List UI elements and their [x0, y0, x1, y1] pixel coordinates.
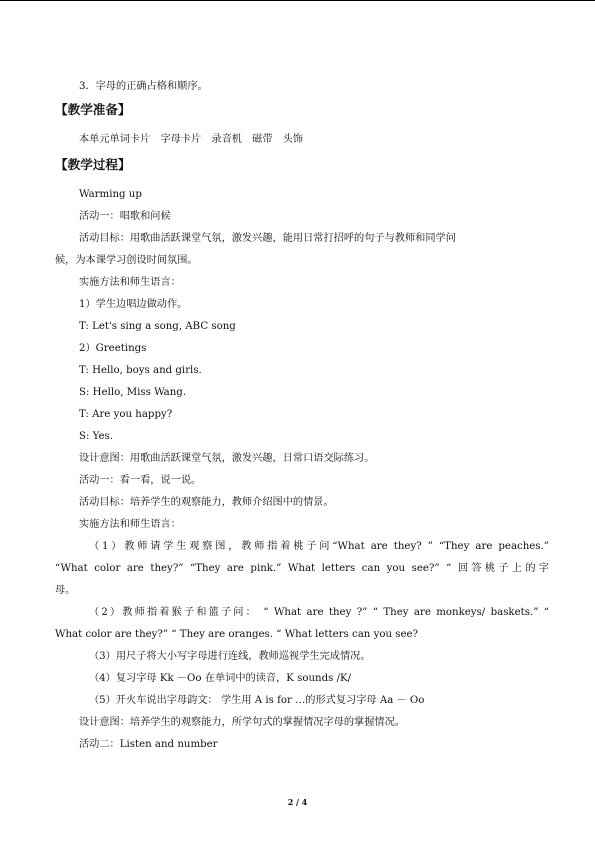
section-heading-process: 【教学过程】: [55, 157, 131, 172]
process-line-method: 实施方法和师生语言：: [79, 519, 181, 530]
process-line-warming-up: Warming up: [79, 189, 142, 200]
process-line-substep-4: （4）复习字母 Kk －Oo 在单词中的读音，K sounds /K/: [89, 673, 352, 684]
process-line-substep-2-cont: What color are they?” “ They are oranges. “ What letters can you see?: [55, 629, 419, 640]
section-heading-preparation: 【教学准备】: [55, 102, 131, 117]
process-line-dialogue: S: Hello, Miss Wang.: [79, 387, 187, 398]
process-line-activity-1-goal: 活动目标：用歌曲活跃课堂气氛，激发兴趣，能用日常打招呼的句子与教师和同学问: [79, 233, 456, 244]
process-line-dialogue: S: Yes.: [79, 431, 113, 442]
process-line-dialogue: T: Are you happy?: [79, 409, 173, 420]
process-line-substep-3: （3）用尺子将大小写字母进行连线，教师巡视学生完成情况。: [89, 651, 371, 662]
process-line-step-1: 1）学生边唱边做动作。: [79, 299, 188, 310]
process-line-dialogue: T: Hello, boys and girls.: [79, 365, 202, 376]
process-line-activity-1-goal-cont: 候，为本课学习创设时间氛围。: [55, 255, 198, 266]
process-line-substep-1-end: 母。: [55, 585, 76, 596]
process-line-activity-2-title: 活动二：Listen and number: [79, 739, 218, 750]
process-line-design-intent: 设计意图：用歌曲活跃课堂气氛，激发兴趣，日常口语交际练习。: [79, 453, 375, 464]
process-line-substep-5: （5）开火车说出字母韵文： 学生用 A is for …的形式复习字母 Aa － Oo: [89, 695, 425, 706]
process-line-activity-1-title: 活动一：唱歌和问候: [79, 211, 171, 222]
process-line-dialogue: T: Let's sing a song, ABC song: [79, 321, 236, 332]
process-line-substep-1: （1）教师请学生观察图，教师指着桃子问“What are they? ” “They are peaches.”: [89, 541, 549, 552]
process-line-substep-1-cont: “What color are they?” “They are pink.” What letters can you see?” “ 回答桃子上的字: [55, 563, 549, 574]
page-number: 2 / 4: [287, 797, 308, 807]
process-line-activity-goal: 活动目标：培养学生的观察能力，教师介绍图中的情景。: [79, 497, 334, 508]
process-line-substep-2: （2）教师指着猴子和篮子问： “ What are they ?” “ They are monkeys/ baskets.” “: [89, 607, 549, 618]
process-line-method: 实施方法和师生语言：: [79, 277, 181, 288]
preparation-materials: 本单元单词卡片 字母卡片 录音机 磁带 头饰: [79, 134, 304, 145]
objective-item-3: 3．字母的正确占格和顺序。: [79, 81, 208, 92]
process-line-step-2: 2）Greetings: [79, 343, 147, 354]
top-border-rule: [0, 0, 595, 1]
process-line-design-intent: 设计意图：培养学生的观察能力，所学句式的掌握情况字母的掌握情况。: [79, 717, 405, 728]
process-line-activity-title: 活动一：看一看，说一说。: [79, 475, 202, 486]
